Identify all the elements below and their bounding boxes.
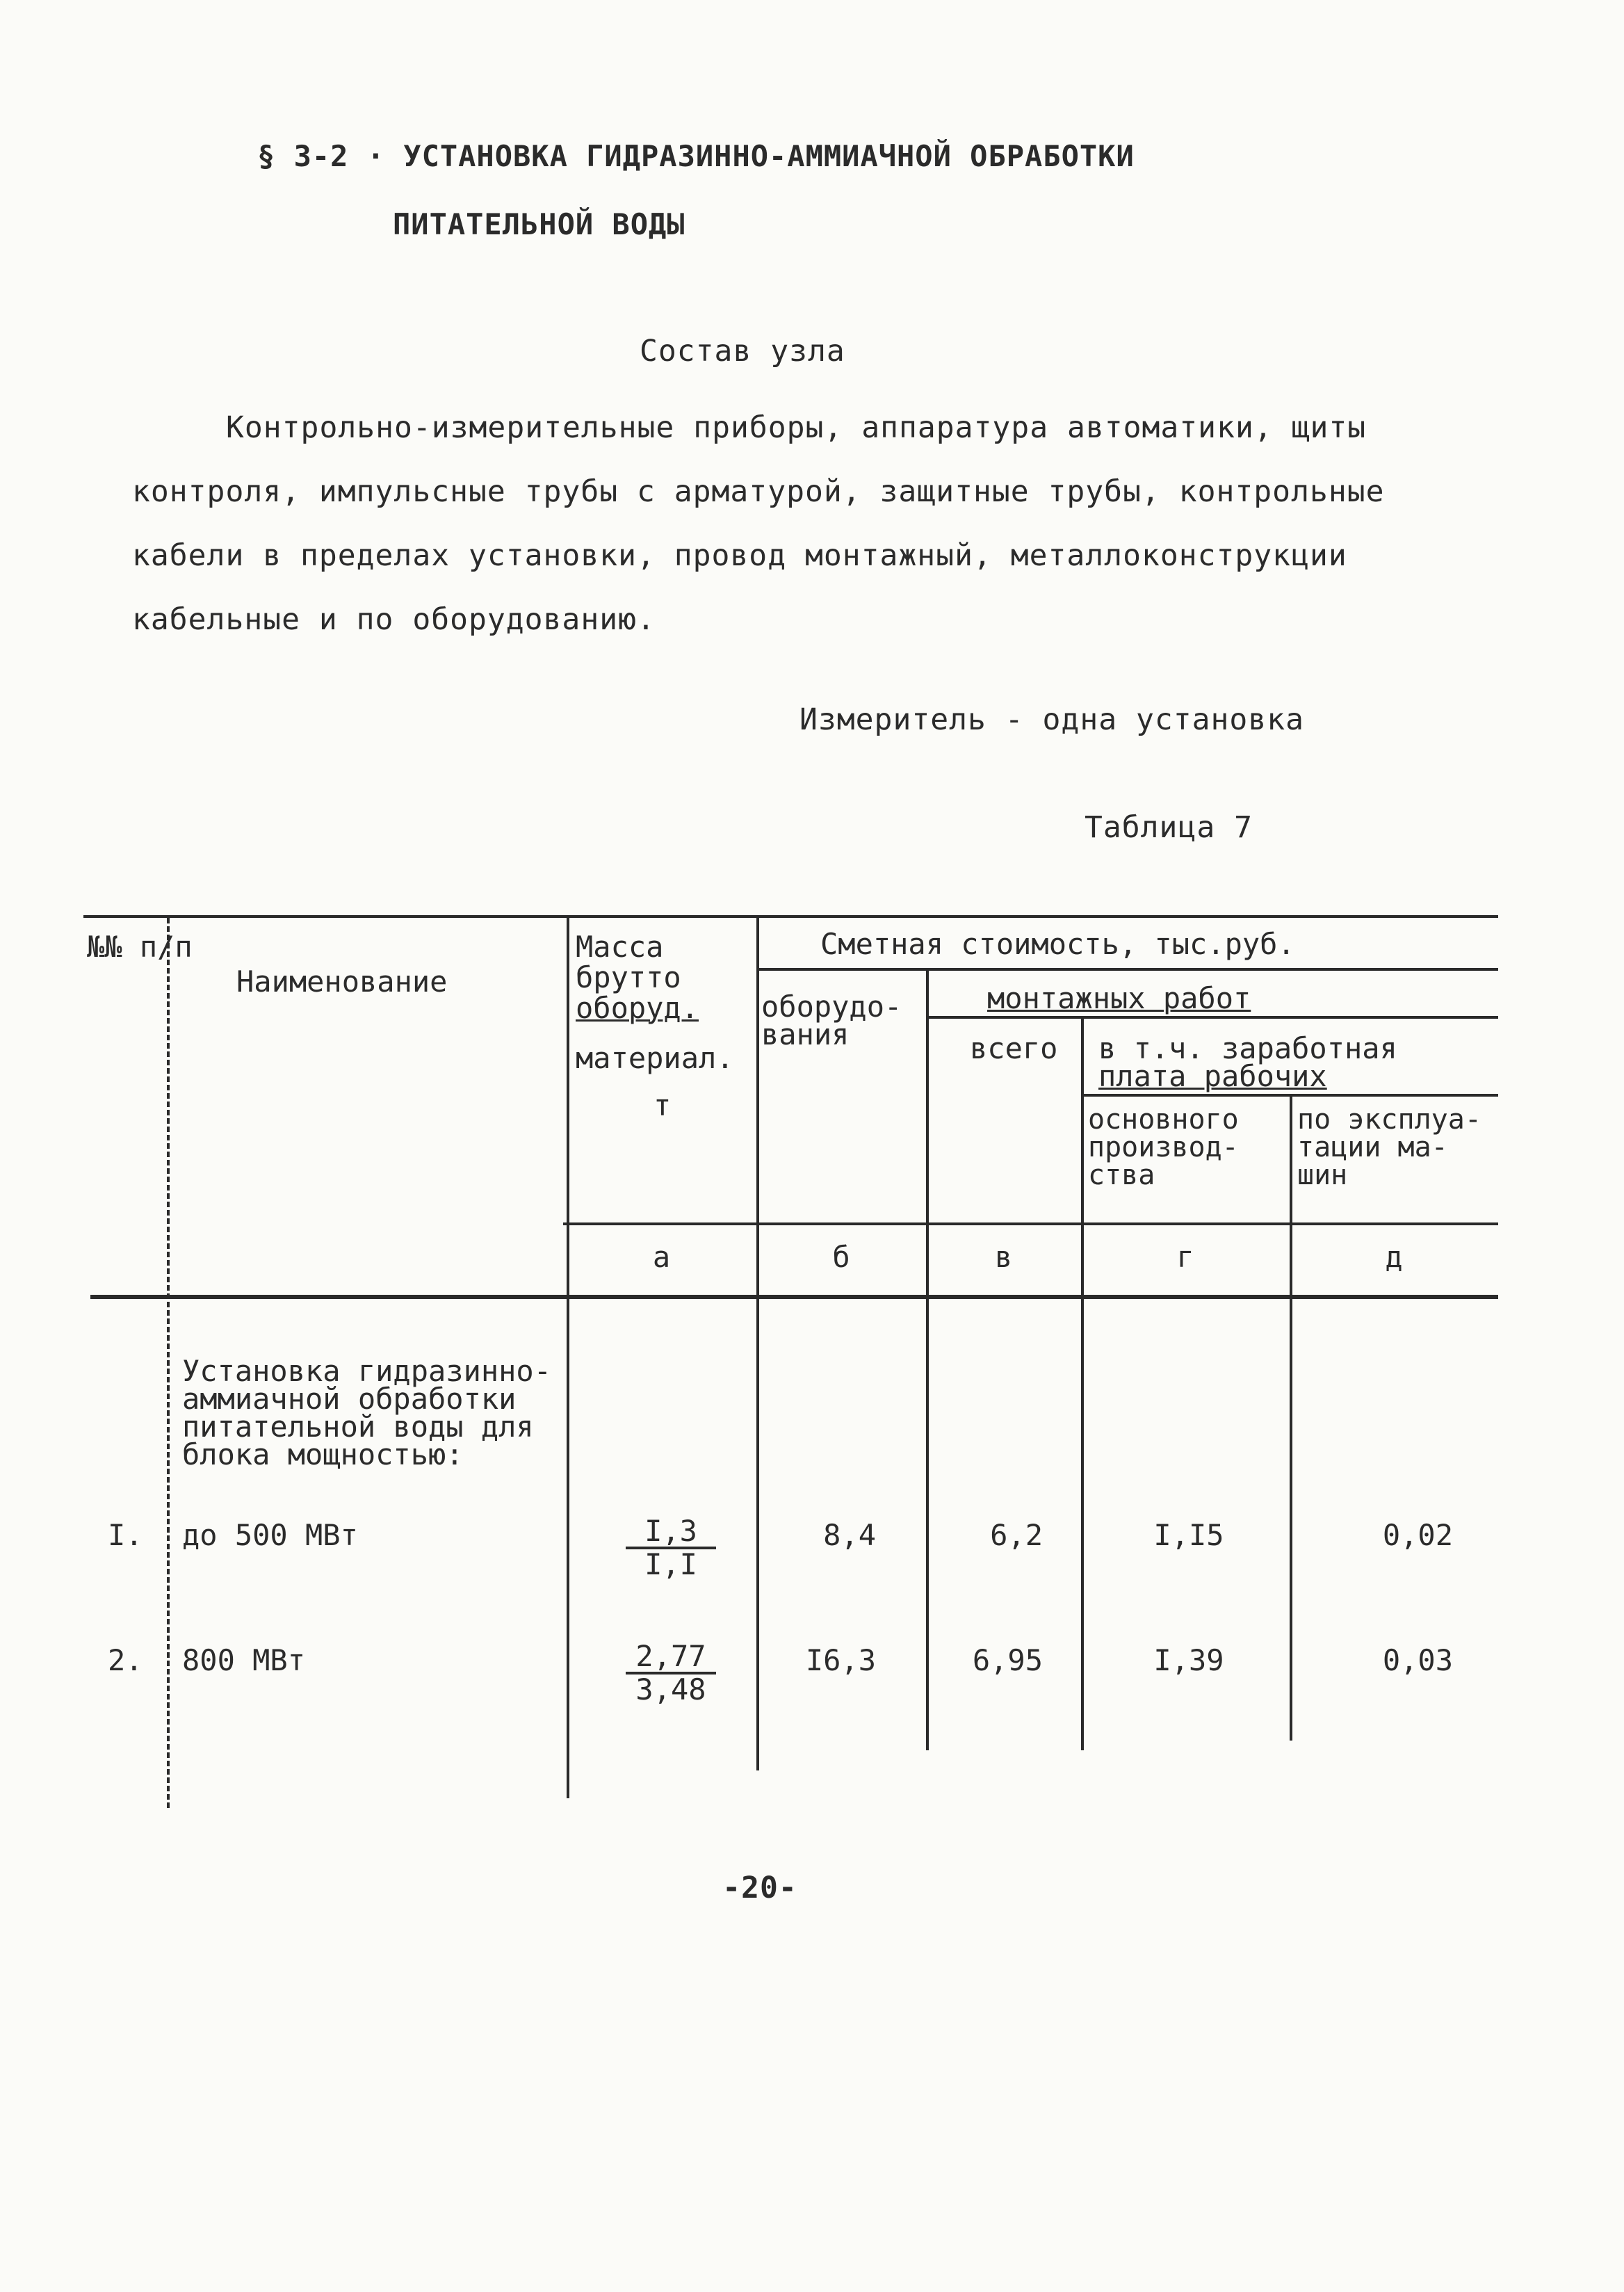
header-wages-l2: плата рабочих — [1098, 1059, 1327, 1093]
col-letter-a: а — [652, 1240, 671, 1274]
mass-materials: 3,48 — [635, 1672, 706, 1706]
mass-column-rule — [756, 915, 759, 1770]
row-number: I. — [108, 1518, 143, 1552]
composition-line-2: контроля, импульсные трубы с арматурой, защитные трубы, контрольные — [132, 474, 1385, 509]
row-main: I,39 — [1153, 1643, 1224, 1677]
header-cost: Сметная стоимость, тыс.руб. — [820, 927, 1295, 961]
composition-title: Состав узла — [640, 334, 845, 369]
mass-gross-equipment: I,3 — [626, 1516, 716, 1549]
header-mass-l4: материал. — [576, 1041, 734, 1075]
col-letter-g: г — [1176, 1240, 1194, 1274]
col-letter-v: в — [994, 1240, 1013, 1274]
header-mass-l2: брутто — [576, 960, 681, 994]
name-column-rule — [567, 915, 569, 1798]
row-main: I,I5 — [1153, 1518, 1224, 1552]
header-machines-l3: шин — [1297, 1159, 1348, 1191]
header-name: Наименование — [236, 965, 448, 999]
header-total: всего — [970, 1031, 1058, 1065]
installation-rule — [926, 1016, 1498, 1019]
composition-line-3: кабели в пределах установки, провод монтажный, металлоконструкции — [132, 538, 1347, 573]
row-total: 6,2 — [990, 1518, 1043, 1552]
main-column-rule — [1290, 1094, 1292, 1741]
header-equipment-l2: вания — [761, 1017, 850, 1051]
letters-top-rule — [563, 1222, 1498, 1225]
group-line-1: Установка гидразинно- — [182, 1354, 552, 1388]
header-mass-l1: Масса — [576, 930, 664, 964]
row-machines: 0,02 — [1382, 1518, 1453, 1552]
total-column-rule — [1081, 1016, 1084, 1750]
row-machines: 0,03 — [1382, 1643, 1453, 1677]
header-bottom-rule — [90, 1295, 1498, 1299]
header-machines-l2: тации ма- — [1297, 1131, 1448, 1163]
row-name: 800 МВт — [182, 1643, 306, 1677]
page-number: -20- — [722, 1871, 797, 1905]
mass-fraction — [626, 1516, 716, 1580]
mass-materials: I,I — [644, 1547, 697, 1581]
header-installation: монтажных работ — [987, 981, 1251, 1015]
row-total: 6,95 — [972, 1643, 1043, 1677]
header-main-l2: производ- — [1088, 1131, 1239, 1163]
row-equipment: 8,4 — [823, 1518, 876, 1552]
row-number: 2. — [108, 1643, 143, 1677]
header-mass-l3: оборуд. — [576, 991, 699, 1025]
header-equipment-l1: оборудо- — [761, 990, 902, 1024]
col-letter-d: д — [1385, 1240, 1403, 1274]
equipment-column-rule — [926, 968, 929, 1750]
cost-header-rule — [756, 968, 1498, 971]
table-caption: Таблица 7 — [1085, 810, 1253, 845]
header-machines-l1: по эксплуа- — [1297, 1104, 1481, 1136]
row-name: до 500 МВт — [182, 1518, 358, 1552]
group-line-3: питательной воды для — [182, 1410, 534, 1444]
header-mass-l5: т — [653, 1088, 672, 1122]
num-column-rule — [167, 918, 170, 1808]
header-wages-l1: в т.ч. заработная — [1098, 1031, 1397, 1065]
meter-text: Измеритель - одна установка — [799, 702, 1304, 737]
col-letter-b: б — [832, 1240, 850, 1274]
mass-gross-equipment: 2,77 — [626, 1641, 716, 1674]
row-equipment: I6,3 — [805, 1643, 876, 1677]
group-line-2: аммиачной обработки — [182, 1382, 517, 1416]
header-num: №№ п/п — [87, 930, 193, 964]
section-title-line1: § 3-2 · УСТАНОВКА ГИДРАЗИННО-АММИАЧНОЙ ОБРАБОТКИ — [257, 139, 1135, 173]
header-main-l3: ства — [1088, 1159, 1155, 1191]
group-line-4: блока мощностью: — [182, 1437, 464, 1471]
header-main-l1: основного — [1088, 1104, 1239, 1136]
mass-fraction — [626, 1641, 716, 1705]
composition-line-1: Контрольно-измерительные приборы, аппаратура автоматики, щиты — [226, 410, 1367, 445]
composition-line-4: кабельные и по оборудованию. — [132, 602, 656, 637]
section-title-line2: ПИТАТЕЛЬНОЙ ВОДЫ — [393, 207, 685, 241]
table-top-rule — [83, 915, 1498, 918]
